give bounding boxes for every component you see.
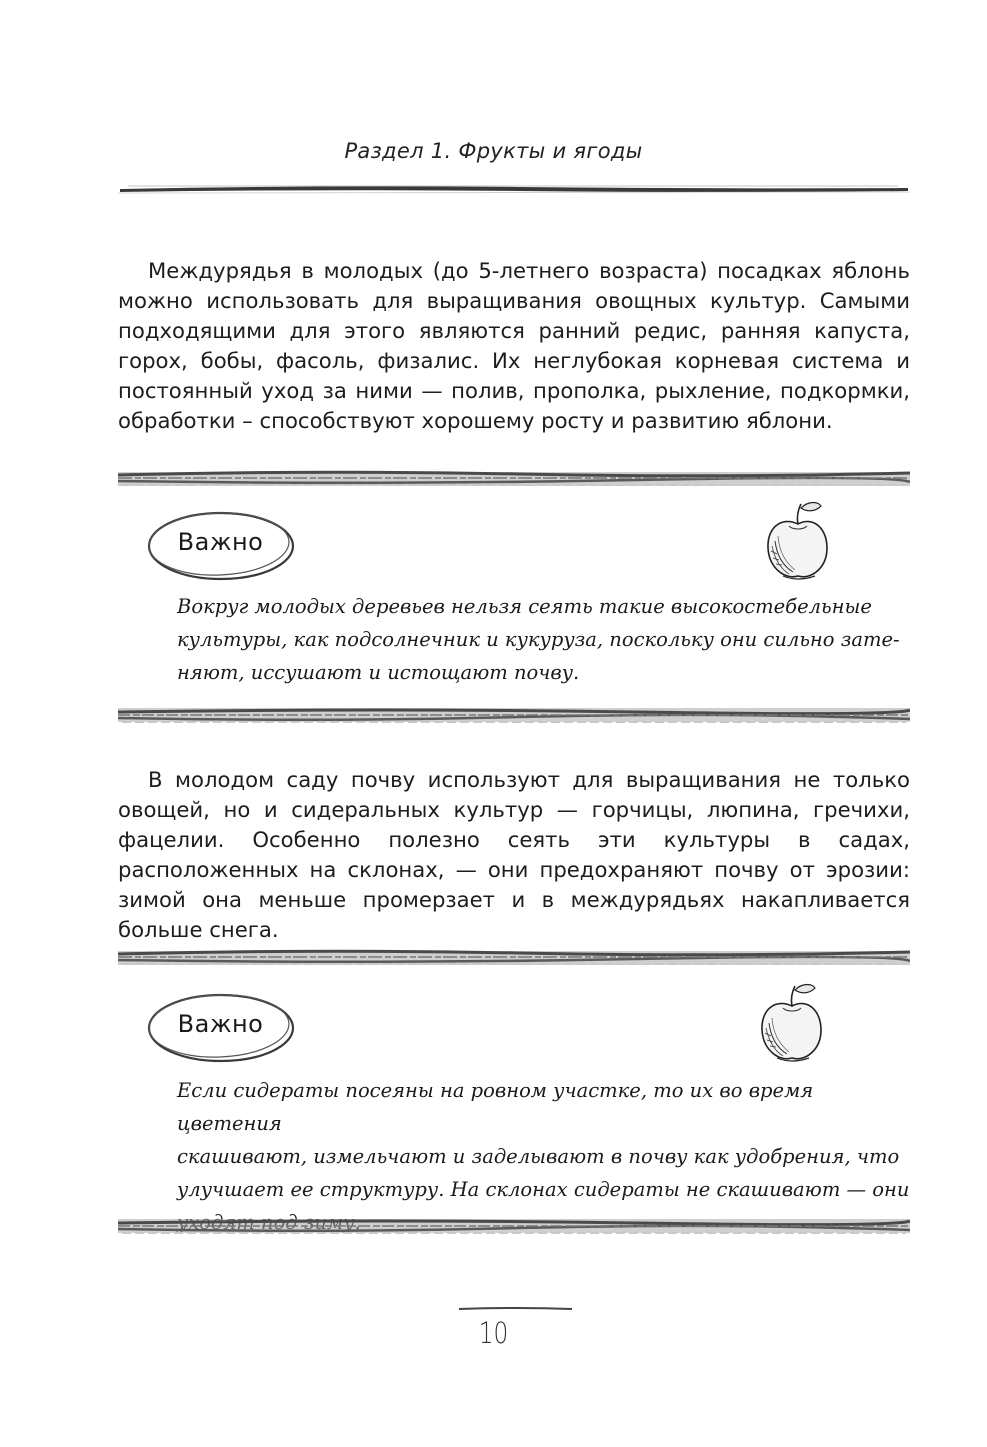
important-badge: [143, 506, 298, 584]
page-number-rule: [458, 1297, 573, 1303]
running-title: Раздел 1. Фрукты и ягоды: [344, 139, 643, 163]
badge-label: Важно: [177, 1010, 264, 1038]
header-divider: [118, 180, 910, 196]
body-paragraph-1: Междурядья в молодых (до 5-летнего возраста) посадках яблонь можно использовать для выращивания овощных культур. Самыми подходящими для этого являются ранний редис, ранняя капуста, горох, бобы, фасоль, физалис. Их неглубокая корневая система и постоянный уход за ними — полив, прополка, рыхление, подкормки, обработки – способствуют хорошему росту и развитию яблони.: [118, 258, 910, 433]
callout-2-top-border: [118, 945, 910, 971]
callout-2-bottom-border: [118, 1213, 910, 1239]
important-badge: [143, 988, 298, 1066]
apple-icon: [757, 978, 827, 1068]
body-paragraph-2: В молодом саду почву используют для выращивания не только овощей, но и сидеральных культур — горчицы, люпина, гречихи, фацелии. Особенно полезно сеять эти культуры в садах, расположенных на склонах, — они предохраняют почву от эрозии: зимой она меньше промерзает и в междурядьях накапливается больше снега.: [118, 767, 910, 942]
callout-1-bottom-border: [118, 702, 910, 728]
important-note-2: Если сидераты посеяны на ровном участке, то их во время цветения скашивают, измельчают и заделывают в почву как удобрения, что улучшает ее структуру. На склонах сидераты не скашивают — они: [177, 1079, 910, 1201]
apple-icon: [763, 496, 833, 586]
page-number: 10: [478, 1316, 509, 1350]
callout-1-top-border: [118, 466, 910, 492]
important-note-1: Вокруг молодых деревьев нельзя сеять такие высокостебельные культуры, как подсолнечник и кукуруза, поскольку они сильно зате- няют, иссушают и истощают почву.: [177, 595, 900, 684]
badge-label: Важно: [177, 528, 264, 556]
